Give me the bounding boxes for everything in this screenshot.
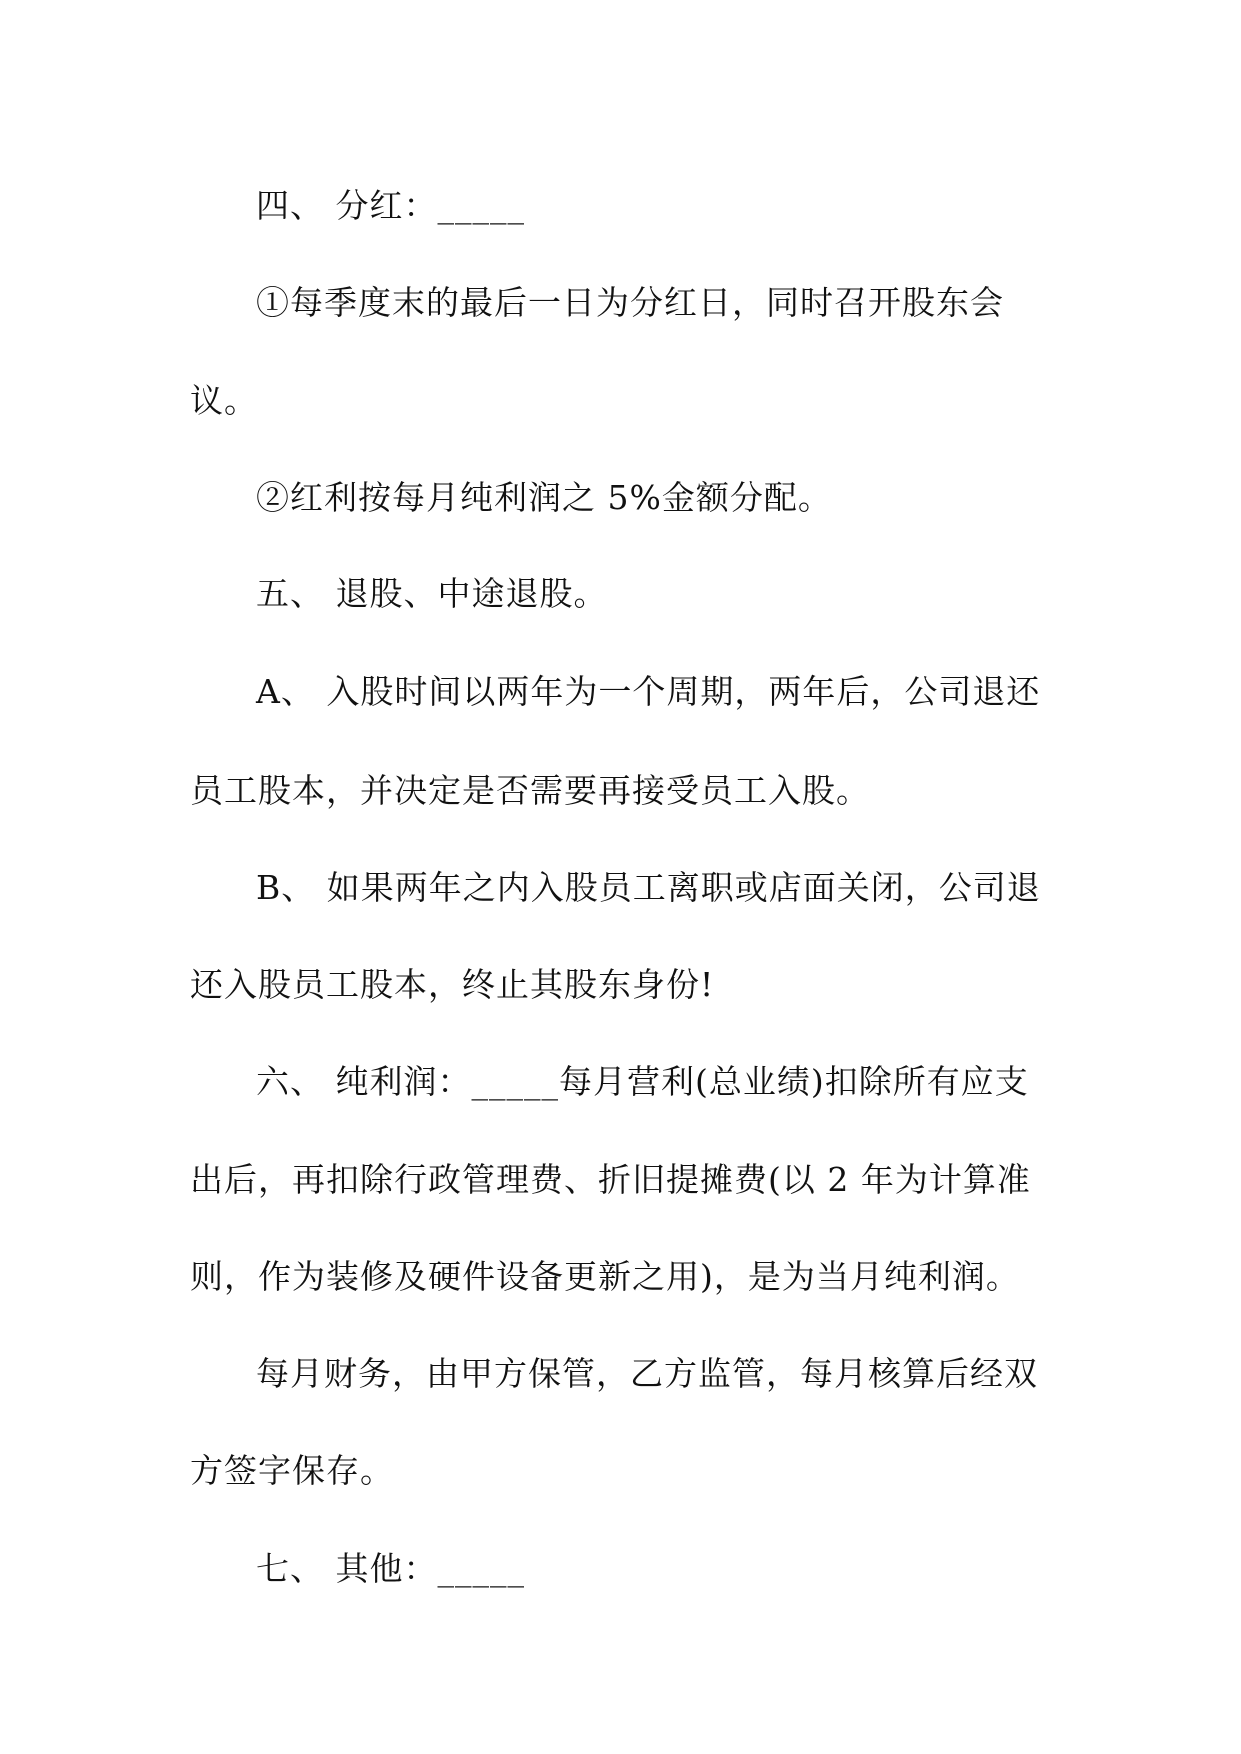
paragraph-line: 方签字保存。 [190, 1451, 394, 1490]
paragraph-line: 员工股本，并决定是否需要再接受员工入股。 [190, 771, 870, 810]
paragraph-line: 出后，再扣除行政管理费、折旧提摊费(以 2 年为计算准 [190, 1160, 1031, 1199]
paragraph-line: ①每季度末的最后一日为分红日，同时召开股东会 [256, 283, 1004, 322]
paragraph-line: ②红利按每月纯利润之 5%金额分配。 [256, 478, 832, 517]
paragraph-line: A、 入股时间以两年为一个周期，两年后，公司退还 [256, 672, 1041, 711]
section-heading-dividends: 四、 分红：_____ [256, 186, 525, 225]
paragraph-line: 议。 [190, 381, 258, 420]
paragraph-line: 还入股员工股本，终止其股东身份! [190, 965, 715, 1004]
paragraph-line: B、 如果两年之内入股员工离职或店面关闭，公司退 [256, 868, 1041, 907]
section-heading-net-profit: 六、 纯利润：_____每月营利(总业绩)扣除所有应支 [256, 1062, 1029, 1101]
paragraph-line: 每月财务，由甲方保管，乙方监管，每月核算后经双 [256, 1354, 1038, 1393]
section-heading-other: 七、 其他：_____ [256, 1549, 525, 1588]
section-heading-withdrawal: 五、 退股、中途退股。 [256, 574, 608, 613]
paragraph-line: 则，作为装修及硬件设备更新之用)，是为当月纯利润。 [190, 1257, 1020, 1296]
